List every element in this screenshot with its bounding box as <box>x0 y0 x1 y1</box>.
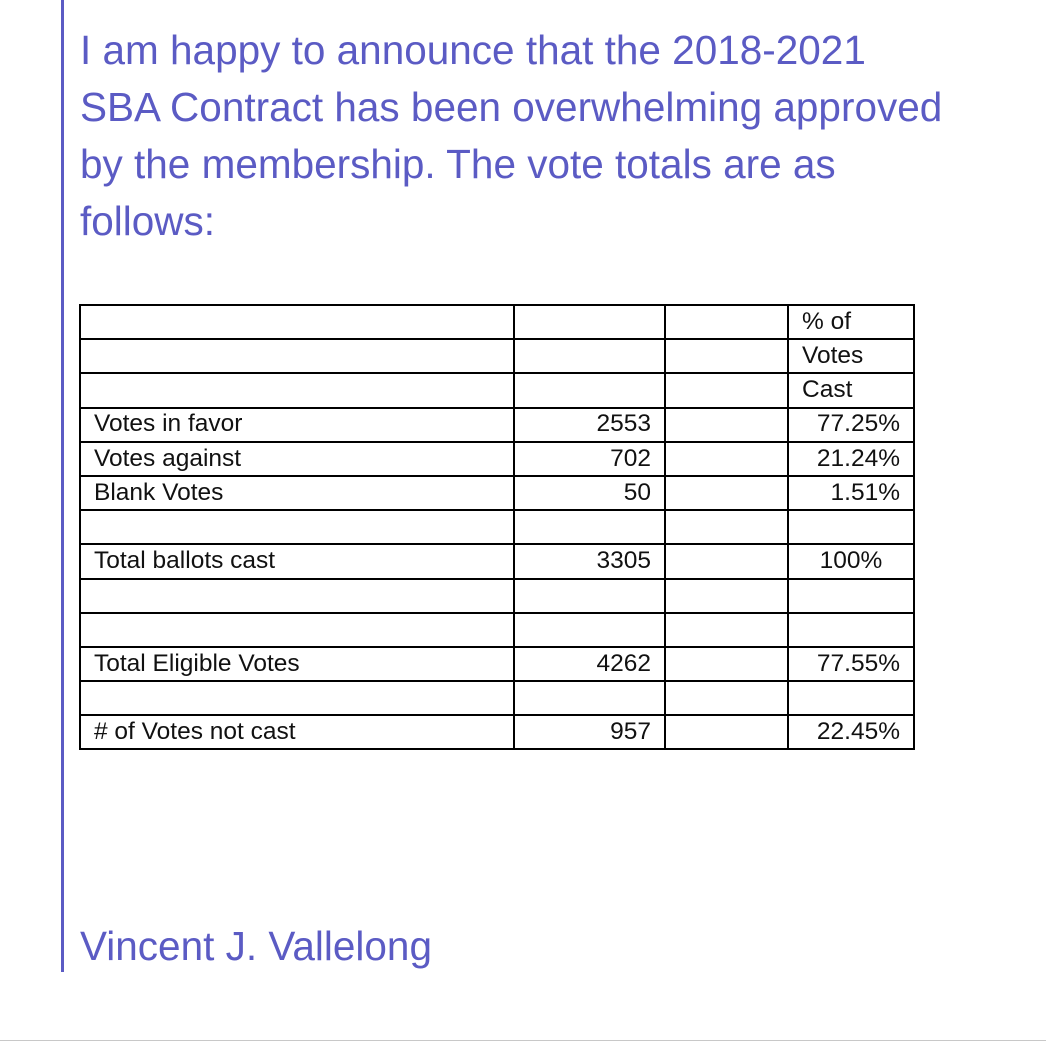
vote-totals-table <box>79 304 915 750</box>
bottom-divider <box>0 1040 1046 1041</box>
table-row <box>80 647 914 681</box>
table-row <box>80 681 914 715</box>
table-cell-empty <box>80 373 514 407</box>
table-cell-empty <box>80 339 514 373</box>
header-cell: % of <box>788 305 914 339</box>
row-label: Votes against <box>80 442 514 476</box>
row-percent: 1.51% <box>788 476 914 510</box>
table-row <box>80 510 914 544</box>
table-cell-empty <box>665 579 788 613</box>
table-row <box>80 476 914 510</box>
row-count: 702 <box>514 442 665 476</box>
table-row <box>80 544 914 578</box>
table-row <box>80 442 914 476</box>
table-cell-empty <box>788 510 914 544</box>
announcement-text: I am happy to announce that the 2018-2021 SBA Contract has been overwhelming approved by the membership. The vote totals are as follows: <box>80 27 943 244</box>
table-cell-empty <box>80 579 514 613</box>
table-cell-empty <box>665 442 788 476</box>
table-cell-empty <box>80 305 514 339</box>
row-percent: 77.25% <box>788 408 914 442</box>
table-cell-empty <box>514 613 665 647</box>
table-cell-empty <box>514 339 665 373</box>
row-percent: 21.24% <box>788 442 914 476</box>
table-cell-empty <box>80 613 514 647</box>
table-cell-empty <box>80 681 514 715</box>
table-cell-empty <box>788 681 914 715</box>
table-cell-empty <box>514 510 665 544</box>
row-count: 957 <box>514 715 665 749</box>
table-cell-empty <box>665 647 788 681</box>
table-cell-empty <box>665 408 788 442</box>
table-cell-empty <box>514 579 665 613</box>
table-row <box>80 305 914 339</box>
table-cell-empty <box>514 305 665 339</box>
table-cell-empty <box>665 715 788 749</box>
table-row <box>80 373 914 407</box>
table-cell-empty <box>665 544 788 578</box>
table-cell-empty <box>665 339 788 373</box>
row-count: 2553 <box>514 408 665 442</box>
table-cell-empty <box>788 579 914 613</box>
signature-name: Vincent J. Vallelong <box>80 923 432 969</box>
table-row <box>80 408 914 442</box>
row-label: # of Votes not cast <box>80 715 514 749</box>
table-cell-empty <box>788 613 914 647</box>
row-percent: 100% <box>788 544 914 578</box>
row-label: Blank Votes <box>80 476 514 510</box>
table-cell-empty <box>665 510 788 544</box>
row-count: 3305 <box>514 544 665 578</box>
row-percent: 77.55% <box>788 647 914 681</box>
row-count: 4262 <box>514 647 665 681</box>
table-cell-empty <box>665 681 788 715</box>
table-cell-empty <box>80 510 514 544</box>
table-cell-empty <box>665 476 788 510</box>
table-cell-empty <box>514 373 665 407</box>
table-cell-empty <box>665 305 788 339</box>
row-count: 50 <box>514 476 665 510</box>
table-cell-empty <box>665 373 788 407</box>
table-row <box>80 613 914 647</box>
row-label: Total ballots cast <box>80 544 514 578</box>
row-percent: 22.45% <box>788 715 914 749</box>
row-label: Votes in favor <box>80 408 514 442</box>
table-row <box>80 579 914 613</box>
header-cell: Votes <box>788 339 914 373</box>
quote-bar <box>61 0 64 972</box>
table-cell-empty <box>665 613 788 647</box>
header-cell: Cast <box>788 373 914 407</box>
row-label: Total Eligible Votes <box>80 647 514 681</box>
table-row <box>80 715 914 749</box>
table-row <box>80 339 914 373</box>
table-cell-empty <box>514 681 665 715</box>
